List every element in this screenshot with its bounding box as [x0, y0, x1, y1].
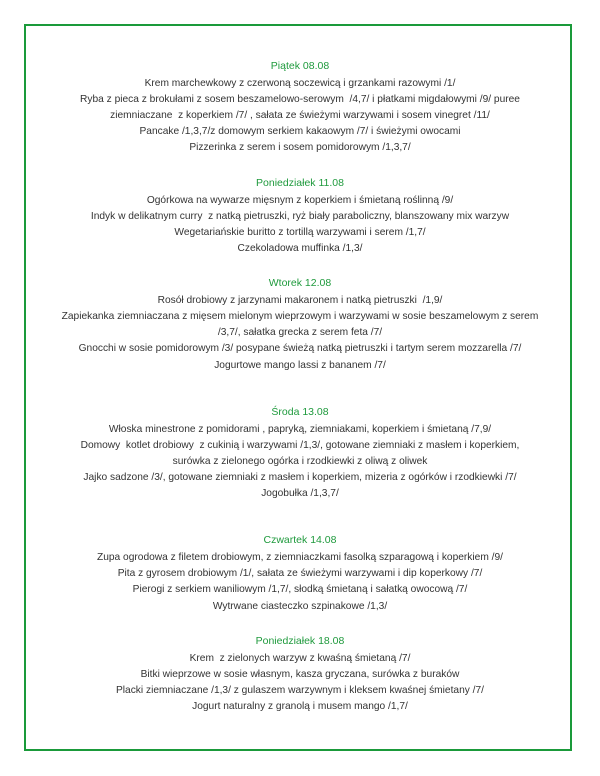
day-title: Poniedziałek 18.08 — [255, 634, 345, 647]
menu-line: Krem marchewkowy z czerwoną soczewicą i grzankami razowymi /1/ — [144, 78, 456, 90]
day-section-monday — [28, 175, 572, 257]
menu-line: surówka z zielonego ogórka i rzodkiewki z oliwą z oliwek — [172, 455, 428, 467]
menu-line: Wytrwane ciasteczko szpinakowe /1,3/ — [212, 600, 388, 612]
day-section-monday-18 — [28, 633, 572, 715]
menu-line: Włoska minestrone z pomidorami , papryką, ziemniakami, koperkiem i śmietaną /7,9/ — [108, 423, 492, 435]
day-title: Czwartek 14.08 — [263, 534, 337, 547]
menu-line: Indyk w delikatnym curry z natką pietruszki, ryż biały paraboliczny, blanszowany mix warzyw — [90, 210, 510, 222]
menu-line: Pita z gyrosem drobiowym /1/, sałata ze świeżymi warzywami i dip koperkowy /7/ — [117, 568, 483, 580]
menu-line: Placki ziemniaczane /1,3/ z gulaszem warzywnym i kleksem kwaśnej śmietany /7/ — [115, 684, 484, 696]
menu-line: Ogórkowa na wywarze mięsnym z koperkiem i śmietaną roślinną /9/ — [146, 194, 454, 206]
menu-line: Jajko sadzone /3/, gotowane ziemniaki z masłem i koperkiem, mizeria z ogórków i rzodkiewki /7/ — [83, 471, 517, 483]
menu-line: Jogobułka /1,3,7/ — [261, 488, 339, 500]
menu-line: Krem z zielonych warzyw z kwaśną śmietaną /7/ — [189, 652, 411, 664]
day-title: Środa 13.08 — [271, 405, 329, 418]
menu-line: Ryba z pieca z brokułami z sosem beszamelowo-serowym /4,7/ i płatkami migdałowymi /9/ puree — [80, 94, 520, 106]
day-title: Wtorek 12.08 — [268, 277, 332, 290]
menu-line: ziemniaczane z koperkiem /7/ , sałata ze świeżymi warzywami i sosem vinegret /11/ — [110, 110, 490, 122]
day-title: Piątek 08.08 — [270, 60, 330, 72]
menu-line: Pancake /1,3,7/z domowym serkiem kakaowym /7/ i świeżymi owocami — [139, 126, 461, 138]
day-title: Poniedziałek 11.08 — [256, 176, 344, 189]
menu-line: Rosół drobiowy z jarzynami makaronem i natką pietruszki /1,9/ — [157, 295, 443, 307]
day-section-wednesday — [28, 404, 572, 503]
menu-line: Jogurt naturalny z granolą i musem mango /1,7/ — [192, 701, 408, 712]
menu-line: Czekoladowa muffinka /1,3/ — [237, 242, 363, 254]
menu-line: /3,7/, sałatka grecka z serem feta /7/ — [217, 327, 383, 339]
menu-line: Pizzerinka z serem i sosem pomidorowym /1,3,7/ — [189, 142, 411, 154]
menu-line: Domowy kotlet drobiowy z cukinią i warzywami /1,3/, gotowane ziemniaki z masłem i koperkiem, — [80, 439, 520, 451]
day-section-friday — [28, 58, 572, 157]
menu-line: Bitki wieprzowe w sosie własnym, kasza gryczana, surówka z buraków — [140, 668, 460, 680]
menu-line: Pierogi z serkiem waniliowym /1,7/, słodką śmietaną i sałatką owocową /7/ — [132, 584, 468, 596]
menu-line: Zupa ogrodowa z filetem drobiowym, z ziemniaczkami fasolką szparagową i koperkiem /9/ — [97, 552, 503, 564]
menu-line: Gnocchi w sosie pomidorowym /3/ posypane świeżą natką pietruszki i tartym serem mozzarella /7/ — [78, 343, 522, 355]
day-section-thursday — [28, 532, 572, 614]
day-section-tuesday — [28, 275, 572, 374]
menu-line: Zapiekanka ziemniaczana z mięsem mielonym wieprzowym i warzywami w sosie beszamelowym z serem — [61, 311, 539, 323]
menu-content — [28, 58, 572, 733]
menu-line: Wegetariańskie buritto z tortillą warzywami i serem /1,7/ — [174, 226, 426, 238]
menu-line: Jogurtowe mango lassi z bananem /7/ — [214, 359, 386, 371]
